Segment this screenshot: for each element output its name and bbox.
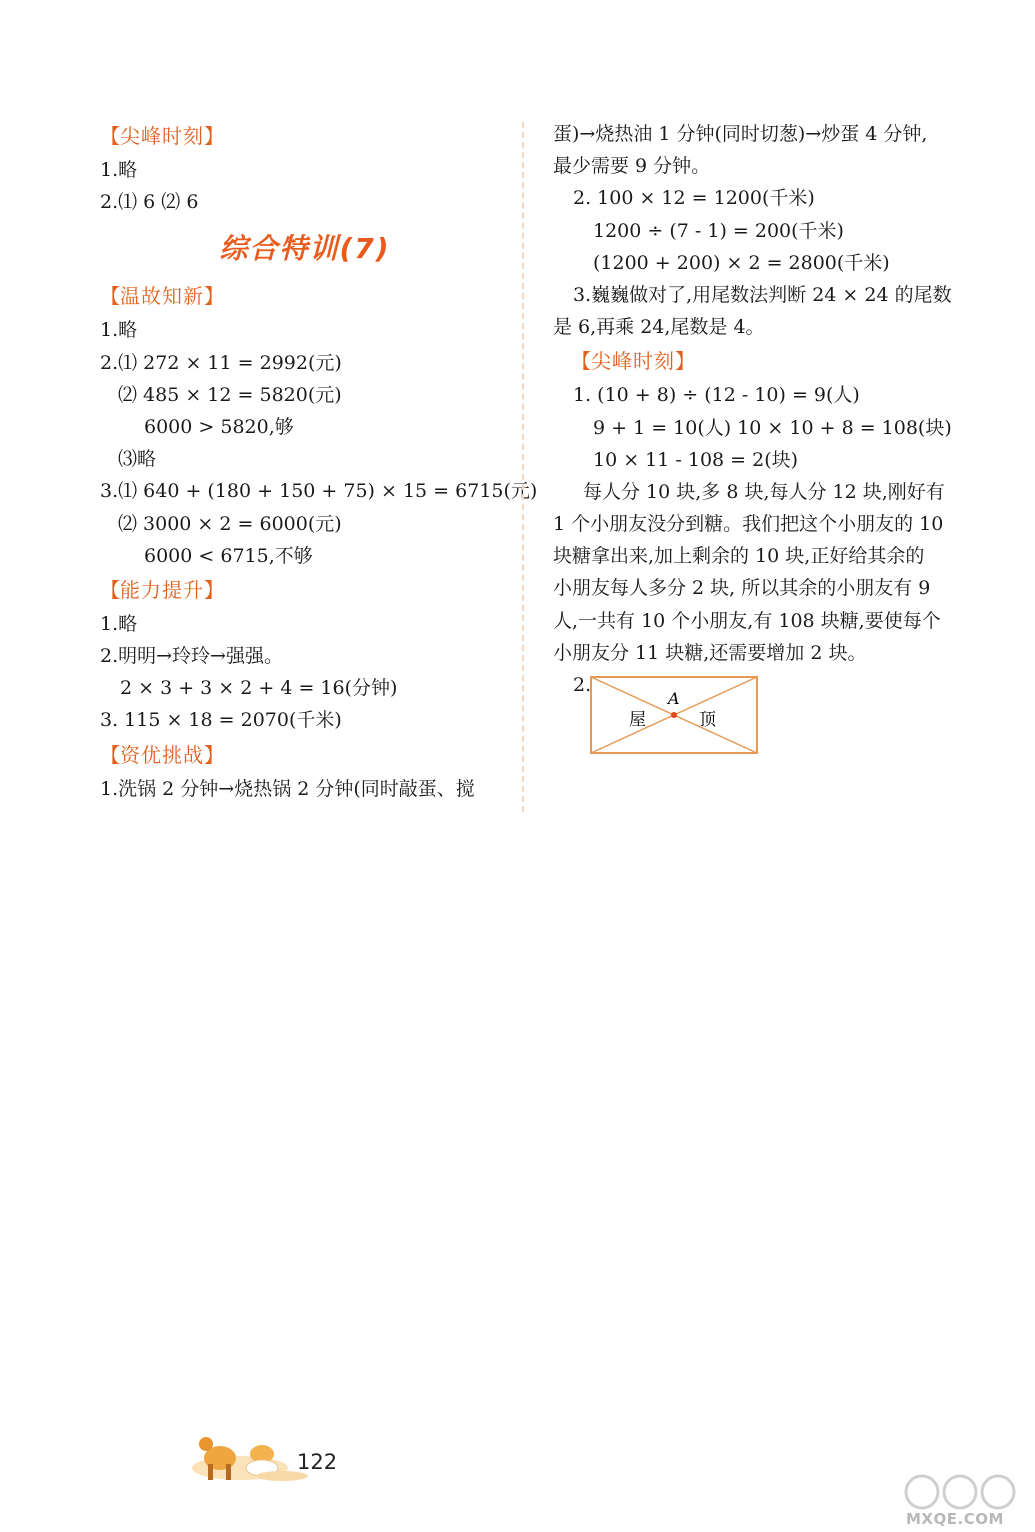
section-heading-challenge: 【资优挑战】 <box>100 742 224 767</box>
rectangle-diagonals-diagram <box>589 675 761 757</box>
answer-line: 2.明明→玲玲→强强。 <box>100 645 283 668</box>
left-label: 屋 <box>629 710 646 730</box>
answer-line: 块糖拿出来,加上剩余的 10 块,正好给其余的 <box>553 545 925 568</box>
answer-line: ⑵ 3000 × 2 = 6000(元) <box>118 512 342 535</box>
answer-line: 6000 < 6715,不够 <box>144 544 313 567</box>
answer-line: 人,一共有 10 个小朋友,有 108 块糖,要使每个 <box>553 609 941 632</box>
answer-line: 最少需要 9 分钟。 <box>553 155 711 178</box>
answer-line: 小朋友每人多分 2 块, 所以其余的小朋友有 9 <box>553 577 931 600</box>
answer-line: 1.略 <box>100 612 138 635</box>
section-heading-ability: 【能力提升】 <box>100 577 224 602</box>
watermark-text: MXQE.COM <box>906 1510 1004 1528</box>
page-number: 122 <box>297 1450 338 1474</box>
answer-line: 9 + 1 = 10(人) 10 × 10 + 8 = 108(块) <box>593 416 952 439</box>
column-divider <box>522 122 524 812</box>
right-column <box>553 118 993 759</box>
roof-figure <box>553 669 993 759</box>
answer-line: 蛋)→烧热油 1 分钟(同时切葱)→炒蛋 4 分钟, <box>553 123 928 145</box>
answer-line: 小朋友分 11 块糖,还需要增加 2 块。 <box>553 641 867 664</box>
answer-line: 1.洗锅 2 分钟→烧热锅 2 分钟(同时敲蛋、搅 <box>100 777 475 800</box>
section-heading-peak-moment: 【尖峰时刻】 <box>100 124 224 148</box>
answer-line: 10 × 11 - 108 = 2(块) <box>593 448 799 471</box>
answer-line: 1200 ÷ (7 - 1) = 200(千米) <box>593 219 844 242</box>
answer-line: 1.略 <box>100 319 138 342</box>
figure-number: 2. <box>573 674 592 696</box>
section-heading-review: 【温故知新】 <box>100 284 224 309</box>
answer-line: 1 个小朋友没分到糖。我们把这个小朋友的 10 <box>553 513 944 536</box>
answer-line: 2. 100 × 12 = 1200(千米) <box>573 187 815 210</box>
answer-line: 1. (10 + 8) ÷ (12 - 10) = 9(人) <box>573 384 860 407</box>
answer-line: ⑶略 <box>118 448 157 471</box>
answer-line: 6000 > 5820,够 <box>144 415 294 438</box>
answer-line: 是 6,再乘 24,尾数是 4。 <box>553 316 765 339</box>
answer-line: ⑵ 485 × 12 = 5820(元) <box>118 383 342 406</box>
chapter-title: 综合特训(7) <box>219 232 391 266</box>
footer-cartoon-icon <box>180 1428 380 1488</box>
answer-line: 每人分 10 块,多 8 块,每人分 12 块,刚好有 <box>583 480 945 503</box>
answer-line: (1200 + 200) × 2 = 2800(千米) <box>593 251 890 274</box>
right-label: 顶 <box>699 710 716 730</box>
left-column <box>100 118 538 805</box>
answer-line: 3. 115 × 18 = 2070(千米) <box>100 709 342 732</box>
point-a-label: A <box>668 689 680 708</box>
answer-line: 3.⑴ 640 + (180 + 150 + 75) × 15 = 6715(元) <box>100 480 538 503</box>
point-a-marker <box>671 712 677 718</box>
answer-line: 2.⑴ 272 × 11 = 2992(元) <box>100 351 342 374</box>
answer-line: 2.⑴ 6 ⑵ 6 <box>100 191 199 214</box>
answer-line: 1.略 <box>100 159 138 181</box>
answer-line: 2 × 3 + 3 × 2 + 4 = 16(分钟) <box>120 677 398 700</box>
section-heading-peak-moment: 【尖峰时刻】 <box>571 349 695 374</box>
answer-line: 3.巍巍做对了,用尾数法判断 24 × 24 的尾数 <box>573 283 952 306</box>
